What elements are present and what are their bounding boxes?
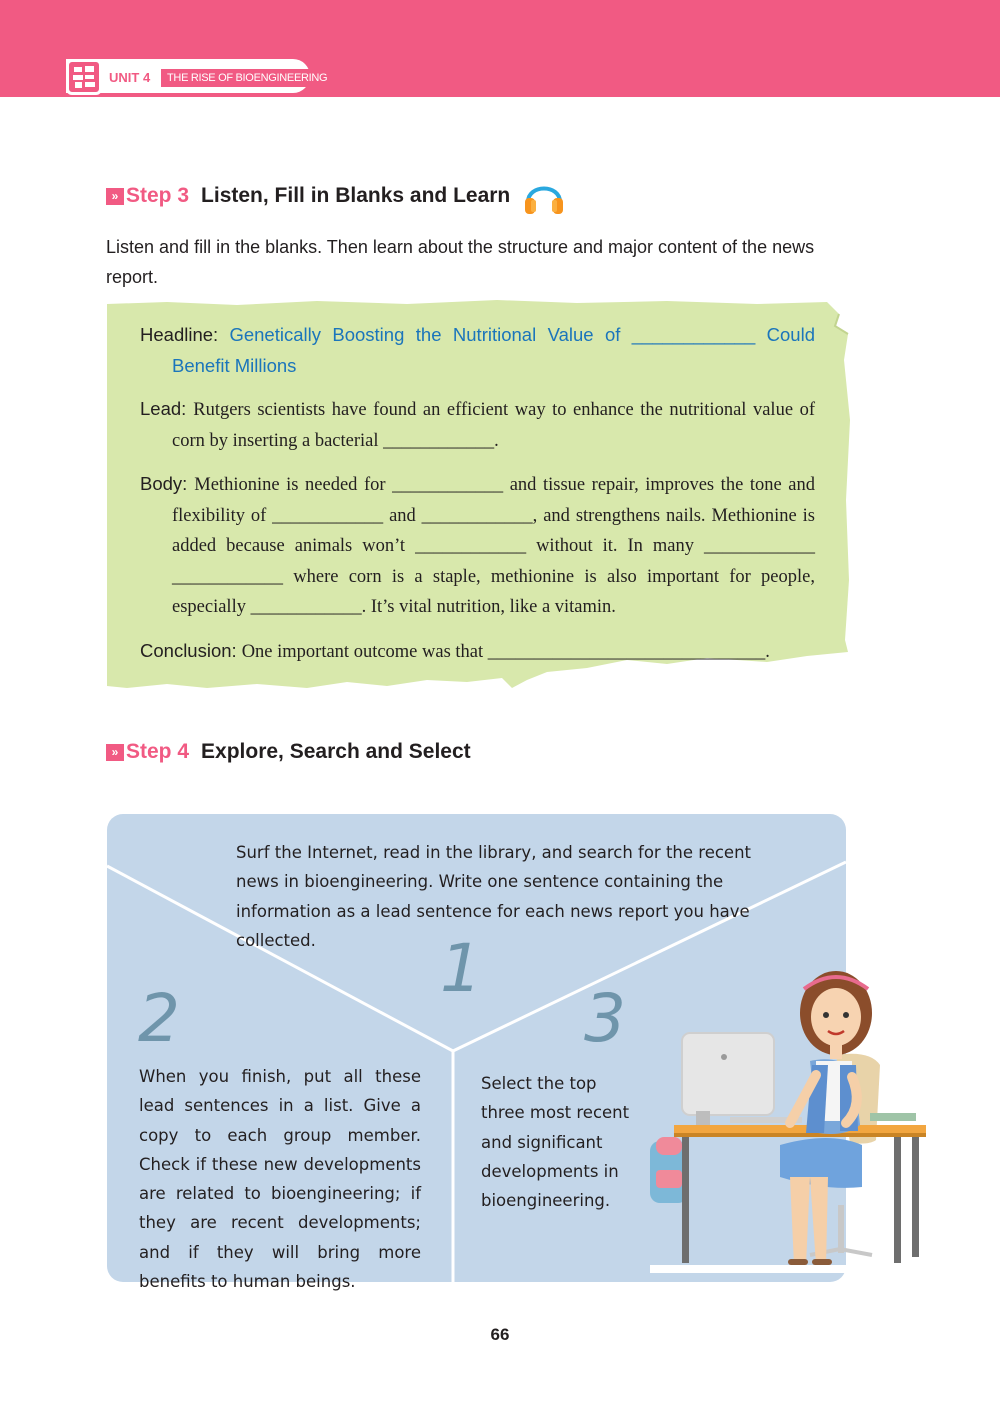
step3-title: Listen, Fill in Blanks and Learn (201, 184, 511, 207)
lead-paragraph (140, 394, 815, 456)
lead-text: Rutgers scientists have found an efficient way to enhance the nutritional value of corn by inserting a bacterial ____________. (172, 400, 815, 451)
task1-number: 1 (440, 930, 482, 1007)
step4-title: Explore, Search and Select (201, 740, 471, 763)
unit-title: THE RISE OF BIOENGINEERING (161, 69, 333, 87)
step3-heading (106, 181, 566, 211)
headline-text: Genetically Boosting the Nutritional Value of ____________ Could Benefit Millions (172, 324, 815, 376)
girl-at-computer-illustration (640, 965, 932, 1275)
body-label: Body: (140, 473, 188, 494)
task1-text: Surf the Internet, read in the library, and search for the recent news in bioengineering. Write one sentence containing the information as a lead sentence for each news report you have collected. (236, 843, 752, 950)
conclusion-text: One important outcome was that ______________________________. (241, 641, 770, 662)
step3-instruction: Listen and fill in the blanks. Then learn about the structure and major content of the news report. (106, 237, 815, 287)
news-report-outline (140, 320, 815, 680)
double-chevron-icon: » (106, 744, 124, 761)
unit-label: UNIT 4 (109, 70, 151, 85)
task2-number: 2 (138, 980, 180, 1057)
task2-text: When you finish, put all these lead sentences in a list. Give a copy to each group member. Check if these new developments are related to bioengineering; if they are recent developments; and if they will bring more benefits to human beings. (139, 1067, 421, 1292)
task3-text: Select the top three most recent and significant developments in bioengineering. (481, 1074, 630, 1211)
step4-number: Step 4 (126, 740, 190, 763)
body-text: Methionine is needed for ____________ and tissue repair, improves the tone and flexibility of ____________ and ____________, and strengthens nails. Methionine is added because animals won’t ____________ without it. In many ____________ ____________ where corn is a staple, methionine is also important for people, especially ____________. It’s vital nutrition, like a vitamin. (172, 475, 815, 617)
double-chevron-icon: » (106, 188, 124, 205)
headline-paragraph (140, 320, 815, 381)
unit-logo-icon (66, 59, 102, 95)
body-paragraph (140, 469, 815, 623)
headphones-icon (522, 176, 566, 216)
conclusion-paragraph (140, 636, 815, 668)
step4-heading (106, 737, 471, 767)
headline-label: Headline: (140, 324, 219, 345)
task3-number: 3 (584, 980, 626, 1057)
page-number: 66 (490, 1325, 510, 1344)
step3-number: Step 3 (126, 184, 190, 207)
lead-label: Lead: (140, 398, 187, 419)
conclusion-label: Conclusion: (140, 639, 237, 661)
